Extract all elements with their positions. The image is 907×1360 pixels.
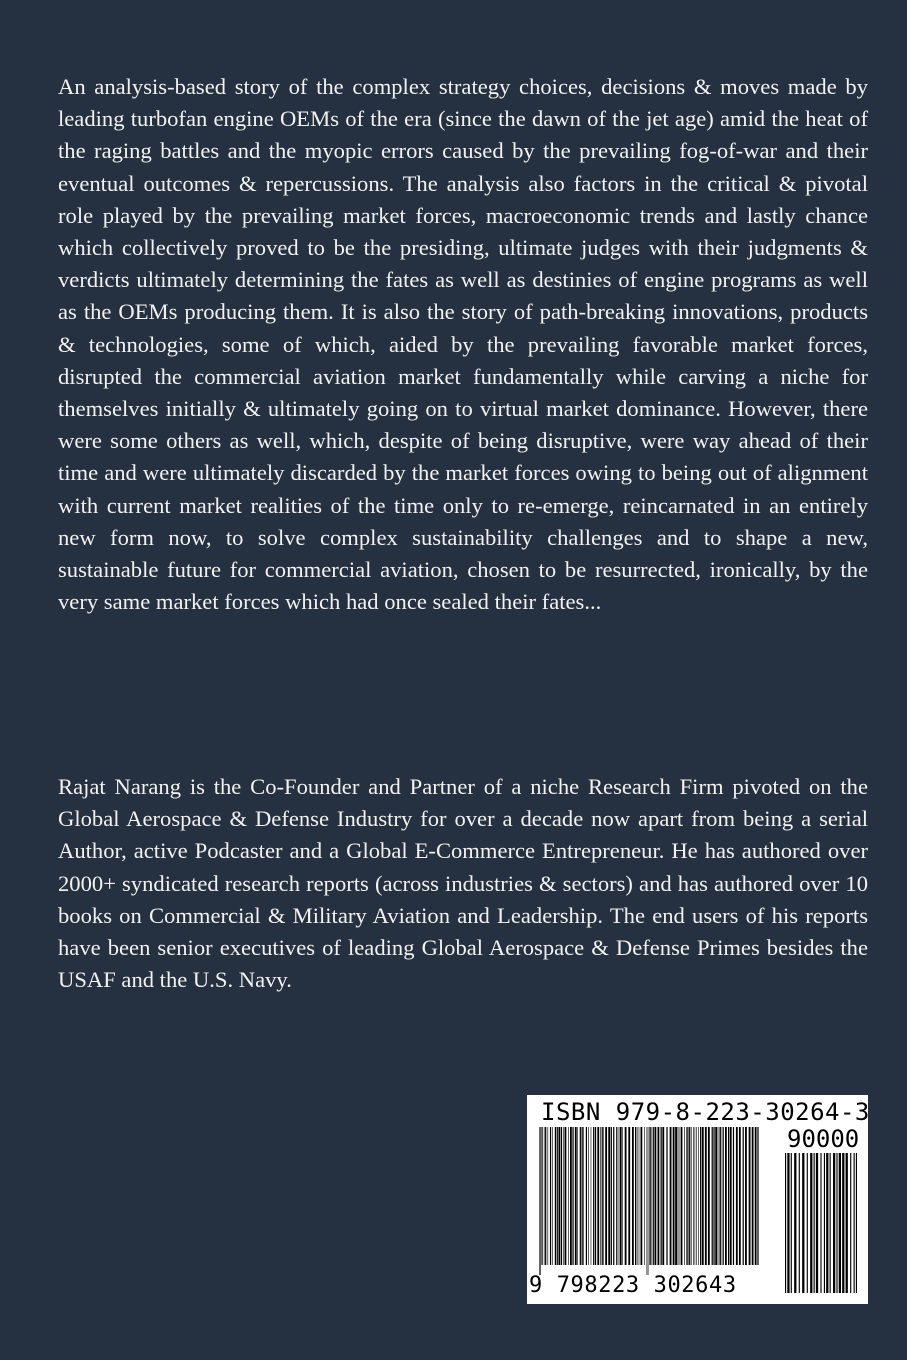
barcode-bar [647, 1127, 648, 1275]
barcode-bar [593, 1127, 594, 1265]
barcode-bar [842, 1153, 844, 1293]
barcode-bar [684, 1127, 685, 1265]
barcode-bar [570, 1127, 572, 1265]
barcode-bar [602, 1127, 603, 1265]
barcode-bar [749, 1127, 751, 1265]
barcode-bar [572, 1127, 573, 1265]
barcode-bar [712, 1127, 713, 1265]
barcode-bar [670, 1127, 672, 1265]
barcode-bar [787, 1153, 789, 1293]
barcode-bar [725, 1127, 727, 1265]
barcode-bar [603, 1127, 604, 1265]
barcode-bar [807, 1153, 808, 1293]
barcode-bar [693, 1127, 694, 1265]
barcode-bar [661, 1127, 662, 1265]
addon-bars [785, 1153, 857, 1293]
barcode-bar [715, 1127, 717, 1265]
isbn-barcode [527, 1095, 868, 1304]
barcode-bar [839, 1153, 841, 1293]
barcode-bar [650, 1127, 651, 1265]
barcode-bar [723, 1127, 724, 1265]
barcode-bar [639, 1127, 640, 1265]
barcode-bar [758, 1127, 759, 1265]
barcode-bar [561, 1127, 562, 1265]
barcode-bar [628, 1127, 630, 1265]
barcode-bar [558, 1127, 560, 1265]
barcode-bar [563, 1127, 564, 1265]
barcode-bar [565, 1127, 567, 1265]
barcode-bar [739, 1127, 741, 1265]
barcode-bar [666, 1127, 667, 1265]
synopsis-paragraph: An analysis-based story of the complex strategy choices, decisions & moves made by leading turbofan engine OEMs of the era (since the dawn of the jet age) amid the heat of the raging battles and the myopic errors caused by the prevailing fog-of-war and their eventual outcomes & repercussions. The analysis also factors in the critical & pivotal role played by the prevailing market forces, macroeconomic trends and lastly chance which collectively proved to be the presiding, ultimate judges with their judgments & verdicts ultimately determining the fates as well as destinies of engine programs as well as the OEMs producing them. It is also the story of path-breaking innovations, products & technologies, some of which, aided by the prevailing favorable market forces, disrupted the commercial aviation market fundamentally while carving a niche for themselves initially & ultimately going on to virtual market dominance. However, there were some others as well, which, despite of being disruptive, were way ahead of their time and were ultimately discarded by the market forces owing to being out of alignment with current market realities of the time only to re-emerge, reincarnated in an entirely new form now, to solve complex sustainability challenges and to shape a new, sustainable future for commercial aviation, chosen to be resurrected, ironically, by the very same market forces which had once sealed their fates... [58, 74, 868, 615]
barcode-bar [802, 1153, 804, 1293]
barcode-bar [730, 1127, 732, 1265]
barcode-bar [619, 1127, 620, 1265]
barcode-bar [700, 1127, 701, 1265]
barcode-bar [736, 1127, 738, 1265]
barcode-bar [794, 1153, 796, 1293]
barcode-bar [582, 1127, 583, 1265]
barcode-bar [545, 1127, 546, 1265]
barcode-bar [846, 1153, 848, 1293]
barcode-bar [541, 1127, 542, 1265]
barcode-bar [608, 1127, 610, 1265]
barcode-bar [728, 1127, 729, 1265]
barcode-bar [719, 1127, 720, 1265]
ean13-bars [539, 1127, 759, 1275]
barcode-bar [635, 1127, 636, 1265]
barcode-bar [686, 1127, 687, 1265]
barcode-bar [698, 1127, 699, 1265]
barcode-bar [702, 1127, 704, 1265]
barcode-bar [591, 1127, 592, 1265]
barcode-bar [575, 1127, 577, 1265]
barcode-bar [830, 1153, 831, 1293]
barcode-bar [644, 1127, 645, 1265]
barcode-bar [597, 1127, 599, 1265]
barcode-bar [718, 1127, 719, 1265]
barcode-bar [695, 1127, 696, 1265]
barcode-bar [678, 1127, 679, 1265]
price-addon-label: 90000 [787, 1125, 860, 1153]
barcode-bar [836, 1153, 837, 1293]
barcode-bar [824, 1153, 825, 1293]
barcode-bar [713, 1127, 714, 1265]
barcode-bar [600, 1127, 601, 1265]
barcode-bar [648, 1127, 649, 1275]
barcode-bar [544, 1127, 545, 1265]
barcode-bar [568, 1127, 569, 1265]
barcode-bar [616, 1127, 617, 1265]
barcode-bar [548, 1127, 549, 1265]
barcode-bar [791, 1153, 792, 1293]
barcode-bar [850, 1153, 851, 1293]
barcode-bar [611, 1127, 612, 1265]
barcode-bar [637, 1127, 638, 1265]
barcode-bar [595, 1127, 596, 1265]
barcode-bar [653, 1127, 654, 1265]
barcode-bar [708, 1127, 710, 1265]
barcode-bar [691, 1127, 692, 1265]
barcode-bar [539, 1127, 540, 1275]
barcode-bar [640, 1127, 642, 1265]
barcode-bar [586, 1127, 587, 1265]
barcode-bar [588, 1127, 589, 1265]
barcode-bar [820, 1153, 821, 1293]
barcode-bar [673, 1127, 675, 1265]
barcode-bar [557, 1127, 558, 1265]
barcode-bar [679, 1127, 680, 1265]
isbn-label: ISBN 979-8-223-30264-3 [541, 1098, 870, 1126]
barcode-bar [662, 1127, 664, 1265]
barcode-bar [620, 1127, 622, 1265]
barcode-bar [733, 1127, 734, 1265]
barcode-bar [687, 1127, 688, 1265]
barcode-bar [632, 1127, 634, 1265]
barcode-bar [816, 1153, 818, 1293]
barcode-bar [785, 1153, 786, 1293]
barcode-bar [675, 1127, 677, 1265]
barcode-bar [833, 1153, 835, 1293]
barcode-bar [555, 1127, 556, 1265]
barcode-bar [755, 1127, 757, 1265]
barcode-bar [681, 1127, 683, 1265]
barcode-bar [658, 1127, 660, 1265]
barcode-bar [799, 1153, 800, 1293]
ean13-digits: 9 798223 302643 [529, 1273, 737, 1298]
barcode-bar [689, 1127, 690, 1265]
barcode-bar [667, 1127, 668, 1265]
barcode-bar [743, 1127, 744, 1265]
barcode-bar [550, 1127, 551, 1265]
barcode-bar [613, 1127, 614, 1265]
barcode-bar [583, 1127, 584, 1265]
barcode-bar [814, 1153, 815, 1293]
barcode-bar [580, 1127, 581, 1265]
barcode-bar [705, 1127, 707, 1265]
barcode-bar [826, 1153, 828, 1293]
barcode-bar [757, 1127, 758, 1265]
barcode-bar [854, 1153, 855, 1293]
barcode-bar [696, 1127, 697, 1265]
barcode-bar [752, 1127, 754, 1265]
barcode-bar [654, 1127, 656, 1265]
barcode-bar [810, 1153, 812, 1293]
barcode-bar [720, 1127, 721, 1265]
author-bio-paragraph: Rajat Narang is the Co-Founder and Partner of a niche Research Firm pivoted on the Global Aerospace & Defense Industry for over a decade now apart from being a serial Author, active Podcaster and a Global E-Commerce Entrepreneur. He has authored over 2000+ syndicated research reports (across industries & sectors) and has authored over 10 books on Commercial & Military Aviation and Leadership. The end users of his reports have been senior executives of leading Global Aerospace & Defense Primes besides the USAF and the U.S. Navy. [58, 774, 868, 993]
barcode-bar [745, 1127, 747, 1265]
barcode-bar [605, 1127, 607, 1265]
barcode-bar [622, 1127, 623, 1265]
barcode-bar [856, 1153, 857, 1293]
barcode-bar [625, 1127, 627, 1265]
barcode-bar [649, 1127, 650, 1265]
barcode-bar [552, 1127, 553, 1265]
barcode-bar [577, 1127, 578, 1265]
barcode-bar [540, 1127, 541, 1275]
